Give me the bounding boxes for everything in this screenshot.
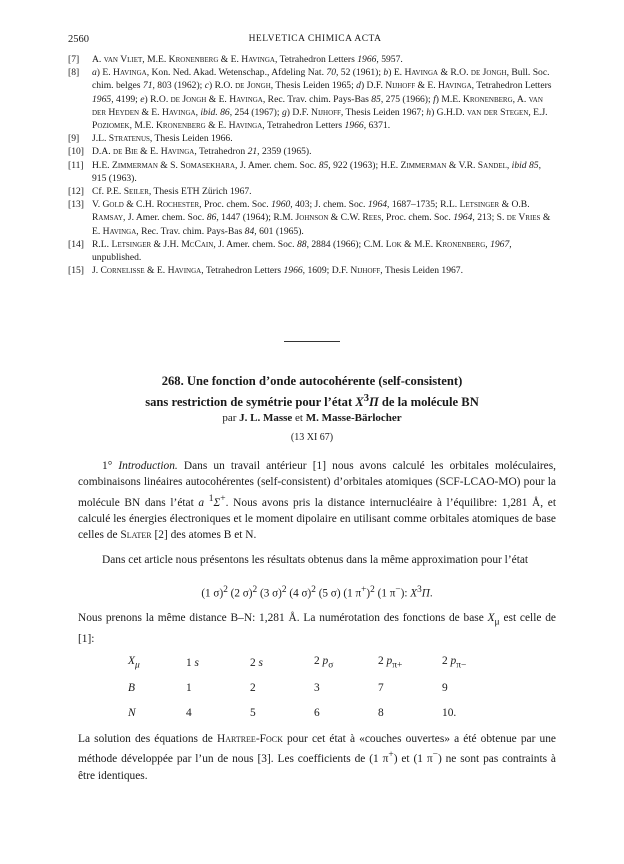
table-row-label: B	[128, 681, 135, 694]
page-number: 2560	[68, 34, 89, 45]
table-cell: 9	[442, 681, 448, 694]
reference-number: [13]	[68, 199, 84, 211]
reference-text: J. Cornelisse & E. Havinga, Tetrahedron Letters 1966, 1609; D.F. Nijhoff, Thesis Leiden 1967.	[92, 265, 463, 277]
reference-text: Cf. P.E. Seiler, Thesis ETH Zürich 1967.	[92, 186, 252, 198]
table-header-row	[128, 650, 506, 675]
basis-function-table	[128, 650, 506, 725]
paragraph-state: Dans cet article nous présentons les résultats obtenus dans la même approximation pour l’état	[102, 554, 529, 566]
table-row-label: N	[128, 706, 136, 719]
table-header-cell: 2 $p_\sigma$	[314, 654, 334, 671]
table-cell: 2	[250, 681, 256, 694]
table-cell: 10.	[442, 706, 457, 719]
table-cell: 1	[186, 681, 192, 694]
table-header-cell: 2 $p_{\pi+}$	[378, 654, 403, 671]
reference-item	[68, 159, 556, 185]
reference-number: [11]	[68, 159, 84, 171]
electron-configuration: (1 σ)$^2$ (2 σ)$^2$ (3 σ)$^2$ (4 σ)$^2$ (5 σ) (1 π+)$^2$ (1 π−): $X^3\Pi$.	[201, 585, 433, 600]
reference-number: [8]	[68, 67, 80, 79]
reference-item	[68, 53, 556, 66]
reference-number: [9]	[68, 133, 80, 145]
reference-number: [14]	[68, 238, 84, 250]
reference-item	[68, 132, 556, 145]
authors: par J. L. Masse et M. Masse-Bärlocher	[222, 412, 402, 424]
reference-item	[68, 198, 556, 238]
table-cell: 7	[378, 681, 384, 694]
reference-text: A. van Vliet, M.E. Kronenberg & E. Havinga, Tetrahedron Letters 1966, 5957.	[92, 54, 403, 65]
table-header-cell: 2 $p_{\pi-}$	[442, 654, 467, 671]
reference-text: V. Gold & C.H. Rochester, Proc. chem. Soc. 1960, 403; J. chem. Soc. 1964, 1687–1735; R.L. Letsinger & O.B. Ramsay, J. Amer. chem. Soc. 86, 1447 (1964); R.M. Johnson & C.W. Rees, Proc. chem. Soc. 1964, 213; S. de Vries & E. Havinga, Rec. Trav. chim. Pays-Bas 84, 601 (1965).	[92, 199, 551, 237]
table-cell: 6	[314, 706, 320, 719]
reference-number: [15]	[68, 265, 84, 277]
reference-list	[68, 53, 556, 277]
table-cell: 4	[186, 706, 192, 719]
article-title	[60, 372, 564, 411]
reference-item	[68, 145, 556, 158]
reference-text: H.E. Zimmerman & S. Somasekhara, J. Amer. chem. Soc. 85, 922 (1963); H.E. Zimmerman & V.R. Sandel, ibid 85, 915 (1963).	[92, 159, 541, 184]
table-row	[128, 675, 506, 700]
paragraph-distance: Nous prenons la même distance B–N: 1,281 Å. La numérotation des fonctions de base $X_\mu$ est celle de [1]:	[78, 612, 556, 645]
paragraph-hartree-fock: La solution des équations de Hartree-Fock pour cet état à «couches ouvertes» a été obtenue par une méthode développée par l’un de nous [3]. Les coefficients de (1 π+) et (1 π−) ne sont pas contraints à être identiques.	[78, 733, 556, 782]
table-cell: 8	[378, 706, 384, 719]
table-header-cell: 1 s	[186, 656, 199, 669]
table-cell: 3	[314, 681, 320, 694]
title-line-2: sans restriction de symétrie pour l’état $X^3\Pi$ de la molécule BN	[145, 393, 479, 410]
reference-item	[68, 238, 556, 264]
title-line-1: 268. Une fonction d’onde autocohérente (self-consistent)	[161, 374, 463, 388]
reference-item	[68, 185, 556, 198]
table-row	[128, 700, 506, 725]
reference-text: J.L. Stratenus, Thesis Leiden 1966.	[92, 133, 233, 145]
table-header-cell: 2 s	[250, 656, 263, 669]
reference-number: [12]	[68, 186, 84, 198]
reference-number: [10]	[68, 146, 84, 158]
reference-text: D.A. de Bie & E. Havinga, Tetrahedron 21, 2359 (1965).	[92, 146, 312, 158]
section-separator	[284, 341, 340, 342]
reference-item	[68, 66, 556, 132]
introduction-paragraph: 1° Introduction. Dans un travail antérieur [1] nous avons calculé les orbitales moléculaires, combinaisons linéaires autocohérentes (self-consistent) d’orbitales atomiques (SCF-LCAO-MO) pour la molécule BN dans l’état a $^1$Σ+. Nous avons pris la distance internucléaire à l’équilibre: 1,281 Å, et calculé les énergies électroniques et le moment dipolaire en utilisant comme orbitales atomiques de base celles de Slater [2] des atomes B et N.	[78, 460, 556, 542]
reference-item	[68, 264, 556, 277]
reference-text: a) E. Havinga, Kon. Ned. Akad. Wetenschap., Afdeling Nat. 70, 52 (1961); b) E. Havinga & R.O. de Jongh, Bull. Soc. chim. belges 71, 803 (1962); c) R.O. de Jongh, Thesis Leiden 1965; d) D.F. Nijhoff & E. Havinga, Tetrahedron Letters 1965, 4199; e) R.O. de Jongh & E. Havinga, Rec. Trav. chim. Pays-Bas 85, 275 (1966); f) M.E. Kronenberg, A. van der Heyden & E. Havinga, ibid. 86, 254 (1967); g) D.F. Nijhoff, Thesis Leiden 1967; h) G.H.D. van der Stegen, E.J. Poziomek, M.E. Kronenberg & E. Havinga, Tetrahedron Letters 1966, 6371.	[92, 67, 552, 132]
reference-number: [7]	[68, 54, 80, 65]
table-header-label: $X_\mu$	[128, 654, 140, 671]
table-cell: 5	[250, 706, 256, 719]
journal-name: HELVETICA CHIMICA ACTA	[248, 34, 382, 44]
received-date: (13 XI 67)	[290, 432, 334, 443]
reference-text: R.L. Letsinger & J.H. McCain, J. Amer. chem. Soc. 88, 2884 (1966); C.M. Lok & M.E. Kronenberg, 1967, unpublished.	[92, 238, 512, 264]
